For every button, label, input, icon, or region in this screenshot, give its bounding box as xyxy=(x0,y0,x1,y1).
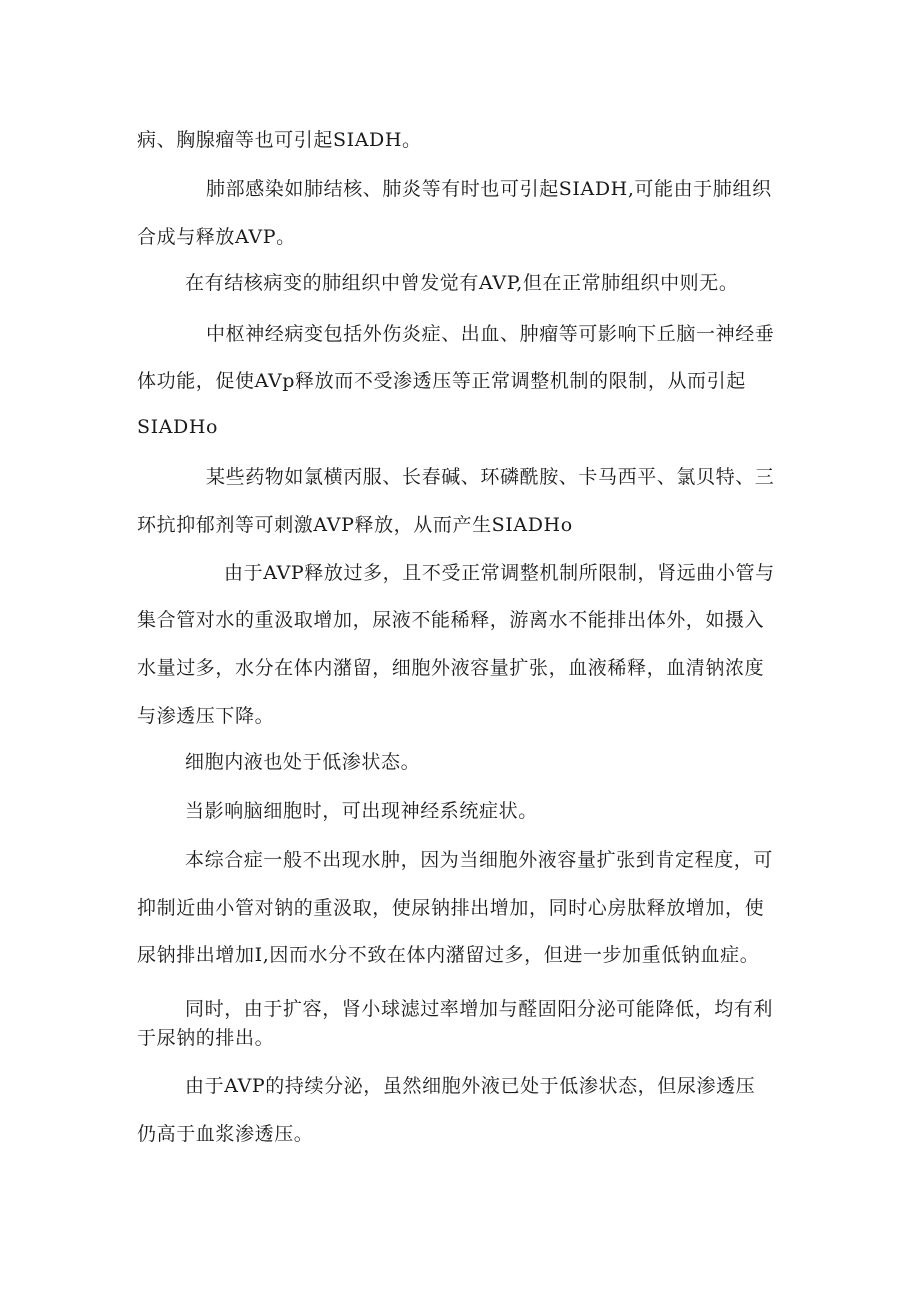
text-line: 本综合症一般不出现水肿，因为当细胞外液容量扩张到肯定程度，可 xyxy=(185,849,774,871)
text-line: 由于AVP释放过多，且不受正常调整机制所限制，肾远曲小管与 xyxy=(224,562,775,584)
text-line: 水量过多，水分在体内潴留，细胞外液容量扩张，血液稀释，血清钠浓度 xyxy=(137,657,765,679)
text-line: 病、胸腺瘤等也可引起SIADH。 xyxy=(137,129,422,151)
text-line: SIADHo xyxy=(137,416,219,438)
text-line: 与渗透压下降。 xyxy=(137,705,275,727)
text-line: 合成与释放AVP。 xyxy=(137,226,296,248)
text-line: 中枢神经病变包括外伤炎症、出血、肿瘤等可影响下丘脑一神经垂 xyxy=(206,323,775,345)
text-line: 集合管对水的重汲取增加，尿液不能稀释，游离水不能排出体外，如摄入 xyxy=(137,609,765,631)
text-line: 在有结核病变的肺组织中曾发觉有AVP,但在正常肺组织中则无。 xyxy=(185,272,739,294)
text-line: 抑制近曲小管对钠的重汲取，使尿钠排出增加，同时心房肽释放增加，使 xyxy=(137,897,765,919)
text-line: 仍高于血浆渗透压。 xyxy=(137,1123,314,1145)
text-line: 某些药物如氯横丙服、长春碱、环磷酰胺、卡马西平、氯贝特、三 xyxy=(206,466,775,488)
text-line: 于尿钠的排出。 xyxy=(137,1027,275,1049)
text-line: 细胞内液也处于低渗状态。 xyxy=(185,751,421,773)
text-line: 当影响脑细胞时，可出现神经系统症状。 xyxy=(185,800,538,822)
text-line: 由于AVP的持续分泌，虽然细胞外液已处于低渗状态，但尿渗透压 xyxy=(185,1075,756,1097)
text-line: 同时，由于扩容，肾小球滤过率增加与醛固阳分泌可能降低，均有利 xyxy=(185,998,774,1020)
text-line: 肺部感染如肺结核、肺炎等有时也可引起SIADH,可能由于肺组织 xyxy=(206,178,772,200)
text-line: 体功能，促使AVp释放而不受渗透压等正常调整机制的限制，从而引起 xyxy=(137,370,746,392)
text-line: 尿钠排出增加I,因而水分不致在体内潴留过多，但进一步加重低钠血症。 xyxy=(137,944,760,966)
text-line: 环抗抑郁剂等可刺激AVP释放，从而产生SIADHo xyxy=(137,514,573,536)
